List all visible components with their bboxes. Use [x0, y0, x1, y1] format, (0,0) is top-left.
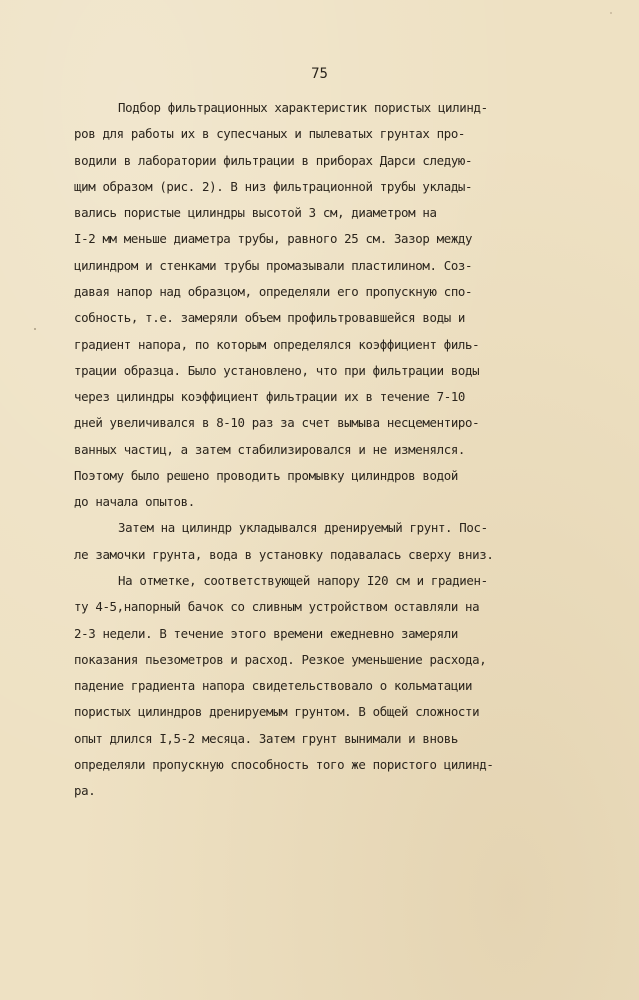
page-number: 75	[311, 66, 328, 82]
text-line-14: ванных частиц, а затем стабилизировался и не изменялся.	[74, 442, 466, 457]
text-line-4: щим образом (рис. 2). В низ фильтрационной трубы уклады-	[74, 179, 473, 194]
text-line-27: ра.	[74, 783, 96, 798]
text-line-6: I-2 мм меньше диаметра трубы, равного 25 см. Зазор между	[74, 231, 473, 246]
paper-speck	[34, 328, 36, 330]
text-line-22: показания пьезометров и расход. Резкое уменьшение расхода,	[74, 652, 487, 667]
text-line-7: цилиндром и стенками трубы промазывали пластилином. Соз-	[74, 258, 473, 273]
text-line-5: вались пористые цилиндры высотой 3 см, диаметром на	[74, 205, 437, 220]
text-line-11: трации образца. Было установлено, что при фильтрации воды	[74, 363, 480, 378]
text-line-3: водили в лаборатории фильтрации в приборах Дарси следую-	[74, 153, 473, 168]
text-line-21: 2-3 недели. В течение этого времени ежедневно замеряли	[74, 626, 458, 641]
text-line-26: определяли пропускную способность того же пористого цилинд-	[74, 757, 494, 772]
text-line-8: давая напор над образцом, определяли его пропускную спо-	[74, 284, 473, 299]
text-line-10: градиент напора, по которым определялся коэффициент филь-	[74, 337, 480, 352]
text-line-12: через цилиндры коэффициент фильтрации их в течение 7-10	[74, 389, 466, 404]
text-line-18: ле замочки грунта, вода в установку подавалась сверху вниз.	[74, 547, 494, 562]
text-line-24: пористых цилиндров дренируемым грунтом. В общей сложности	[74, 704, 480, 719]
text-line-25: опыт длился I,5-2 месяца. Затем грунт вынимали и вновь	[74, 731, 458, 746]
text-line-19: На отметке, соответствующей напору I20 см и градиен-	[118, 573, 488, 588]
paper-speck	[610, 12, 612, 14]
text-line-23: падение градиента напора свидетельствовало о кольматации	[74, 678, 473, 693]
text-line-20: ту 4-5,напорный бачок со сливным устройством оставляли на	[74, 599, 480, 614]
text-line-15: Поэтому было решено проводить промывку цилиндров водой	[74, 468, 458, 483]
text-line-9: собность, т.е. замеряли объем профильтровавшейся воды и	[74, 310, 466, 325]
text-line-13: дней увеличивался в 8-10 раз за счет вымыва несцементиро-	[74, 415, 480, 430]
text-line-1: Подбор фильтрационных характеристик пористых цилинд-	[118, 100, 488, 115]
text-line-2: ров для работы их в супесчаных и пылеватых грунтах про-	[74, 126, 466, 141]
text-line-16: до начала опытов.	[74, 494, 195, 509]
text-line-17: Затем на цилиндр укладывался дренируемый грунт. Пос-	[118, 520, 488, 535]
